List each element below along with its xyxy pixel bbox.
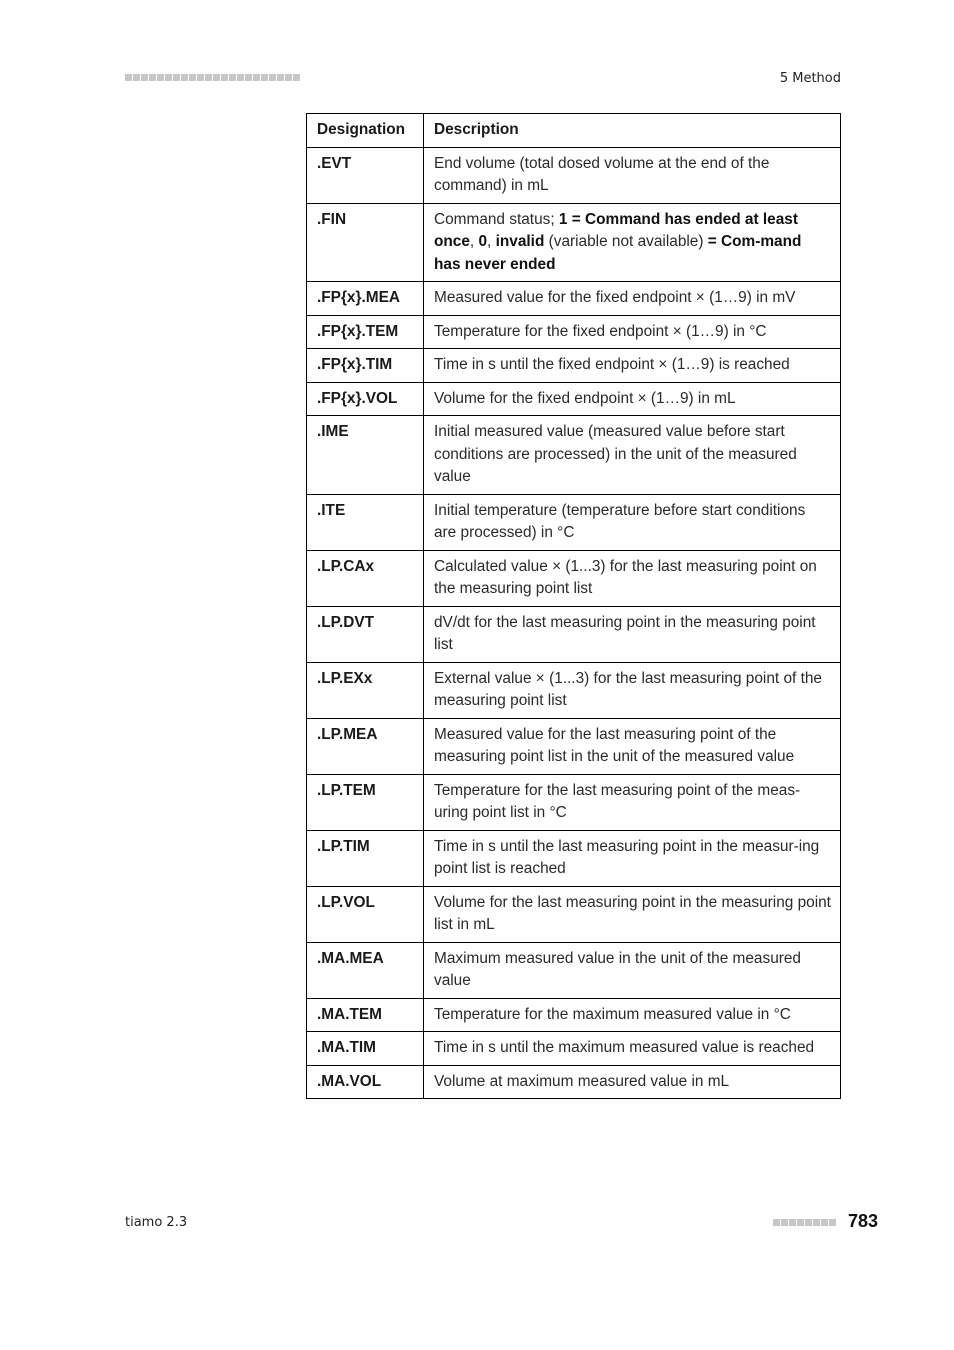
section-title: 5 Method	[779, 71, 841, 86]
designation-cell: .MA.VOL	[307, 1065, 424, 1099]
description-cell: Initial temperature (temperature before start conditions are processed) in °C	[424, 494, 841, 550]
designation-cell: .MA.TIM	[307, 1032, 424, 1066]
table-row	[307, 718, 841, 774]
table-row	[307, 942, 841, 998]
designation-cell: .FP{x}.MEA	[307, 282, 424, 316]
designation-cell: .EVT	[307, 147, 424, 203]
page-number: 783	[847, 1211, 878, 1231]
description-cell: Measured value for the last measuring point of the measuring point list in the unit of the measured value	[424, 718, 841, 774]
table-header-row	[307, 114, 841, 148]
designation-cell: .MA.MEA	[307, 942, 424, 998]
table-row	[307, 998, 841, 1032]
description-cell: Time in s until the last measuring point in the measur-ing point list is reached	[424, 830, 841, 886]
table-row	[307, 886, 841, 942]
table-row	[307, 550, 841, 606]
description-cell: Temperature for the fixed endpoint × (1…9) in °C	[424, 315, 841, 349]
table-row	[307, 1032, 841, 1066]
footer-decoration	[773, 1219, 836, 1226]
designation-cell: .LP.TEM	[307, 774, 424, 830]
table-row	[307, 203, 841, 282]
description-cell: Maximum measured value in the unit of the measured value	[424, 942, 841, 998]
table-row	[307, 147, 841, 203]
designation-cell: .MA.TEM	[307, 998, 424, 1032]
column-header-designation: Designation	[307, 114, 424, 148]
table-row	[307, 774, 841, 830]
description-cell: Measured value for the fixed endpoint × (1…9) in mV	[424, 282, 841, 316]
designation-cell: .FIN	[307, 203, 424, 282]
table-row	[307, 349, 841, 383]
designation-cell: .FP{x}.VOL	[307, 382, 424, 416]
description-cell: Command status; 1 = Command has ended at least once, 0, invalid (variable not available) = Com-mand has never ended	[424, 203, 841, 282]
description-cell: Volume for the last measuring point in the measuring point list in mL	[424, 886, 841, 942]
table-row	[307, 830, 841, 886]
designation-cell: .ITE	[307, 494, 424, 550]
designation-cell: .LP.EXx	[307, 662, 424, 718]
designation-cell: .LP.VOL	[307, 886, 424, 942]
table-row	[307, 315, 841, 349]
column-header-description: Description	[424, 114, 841, 148]
description-cell: dV/dt for the last measuring point in the measuring point list	[424, 606, 841, 662]
designation-cell: .LP.DVT	[307, 606, 424, 662]
designation-cell: .IME	[307, 416, 424, 495]
description-cell: External value × (1...3) for the last measuring point of the measuring point list	[424, 662, 841, 718]
description-cell: Calculated value × (1...3) for the last measuring point on the measuring point list	[424, 550, 841, 606]
designation-cell: .LP.CAx	[307, 550, 424, 606]
description-cell: Temperature for the last measuring point of the meas-uring point list in °C	[424, 774, 841, 830]
description-cell: Initial measured value (measured value before start conditions are processed) in the unit of the measured value	[424, 416, 841, 495]
table-row	[307, 662, 841, 718]
description-cell: Volume at maximum measured value in mL	[424, 1065, 841, 1099]
description-cell: End volume (total dosed volume at the end of the command) in mL	[424, 147, 841, 203]
description-cell: Time in s until the maximum measured value is reached	[424, 1032, 841, 1066]
table-row	[307, 1065, 841, 1099]
table-row	[307, 282, 841, 316]
designation-cell: .FP{x}.TIM	[307, 349, 424, 383]
header-decoration	[125, 74, 300, 81]
table-row	[307, 382, 841, 416]
product-name: tiamo 2.3	[125, 1215, 188, 1230]
description-cell: Time in s until the fixed endpoint × (1…9) is reached	[424, 349, 841, 383]
description-cell: Volume for the fixed endpoint × (1…9) in mL	[424, 382, 841, 416]
table-row	[307, 416, 841, 495]
designation-cell: .LP.MEA	[307, 718, 424, 774]
table-row	[307, 606, 841, 662]
description-cell: Temperature for the maximum measured value in °C	[424, 998, 841, 1032]
designation-cell: .FP{x}.TEM	[307, 315, 424, 349]
table-row	[307, 494, 841, 550]
designation-cell: .LP.TIM	[307, 830, 424, 886]
variables-table	[306, 113, 841, 1099]
